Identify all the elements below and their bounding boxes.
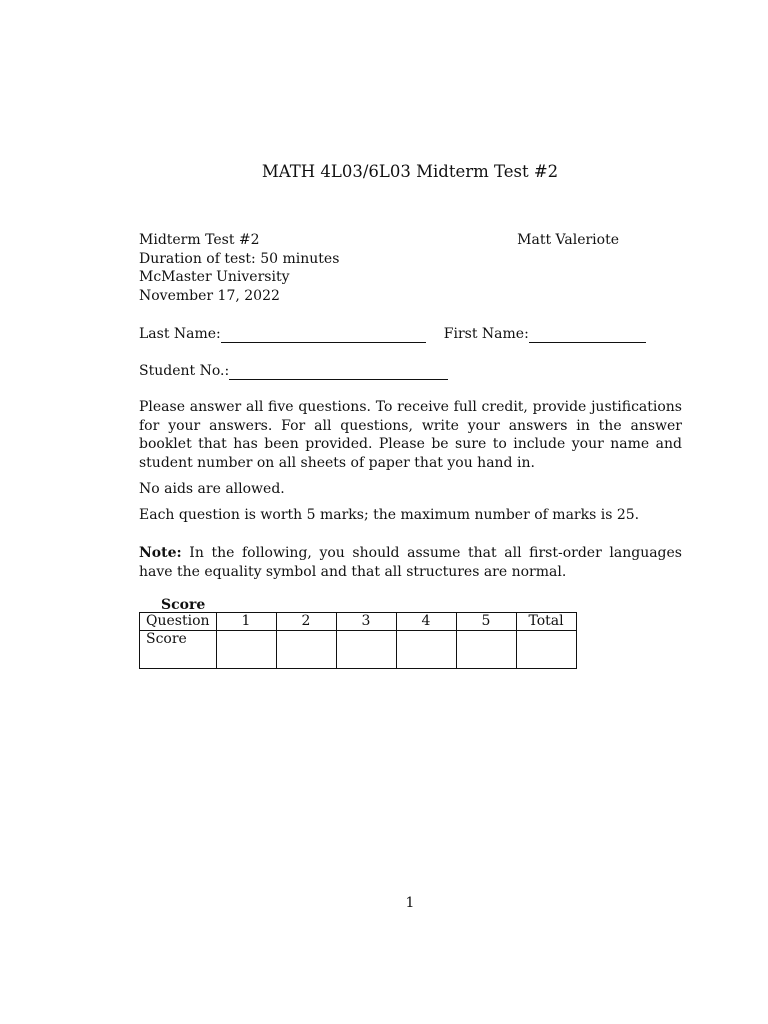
score-cell-4[interactable] [396, 631, 456, 669]
question-2-header: 2 [276, 613, 336, 631]
student-number-blank[interactable] [229, 363, 448, 380]
score-row-label: Score [140, 631, 217, 669]
question-4-header: 4 [396, 613, 456, 631]
score-cell-total[interactable] [516, 631, 576, 669]
score-cell-1[interactable] [216, 631, 276, 669]
question-row-label: Question [140, 613, 217, 631]
score-cell-5[interactable] [456, 631, 516, 669]
first-name-blank[interactable] [529, 326, 646, 343]
total-header: Total [516, 613, 576, 631]
score-cell-2[interactable] [276, 631, 336, 669]
question-1-header: 1 [216, 613, 276, 631]
question-5-header: 5 [456, 613, 516, 631]
last-name-blank[interactable] [221, 326, 426, 343]
document-title: MATH 4L03/6L03 Midterm Test #2 [261, 162, 559, 181]
note-text: In the following, you should assume that all first-order languages have the equality symbol and that all structures are normal. [139, 545, 682, 580]
question-row [140, 613, 577, 631]
first-name-label: First Name: [443, 326, 529, 342]
question-3-header: 3 [336, 613, 396, 631]
note-label: Note: [139, 545, 182, 561]
score-table-caption: Score [161, 597, 206, 613]
score-cell-3[interactable] [336, 631, 396, 669]
instructions-paragraph: Please answer all five questions. To receive full credit, provide justifications for your answers. For all questions, write your answers in the answer booklet that has been provided. Please be sure to include your name and student number on all sheets of paper that you hand in. [139, 399, 682, 472]
marks-paragraph: Each question is worth 5 marks; the maximum number of marks is 25. [139, 507, 640, 523]
instructor-name: Matt Valeriote [517, 232, 619, 248]
score-row [140, 631, 577, 669]
exam-name-line: Midterm Test #2 [139, 232, 260, 248]
last-name-label: Last Name: [139, 326, 221, 342]
date-line: November 17, 2022 [139, 288, 280, 305]
name-fields-row [139, 325, 646, 343]
page-number: 1 [405, 895, 415, 911]
university-line: McMaster University [139, 269, 290, 286]
duration-line: Duration of test: 50 minutes [139, 250, 340, 267]
note-paragraph [139, 544, 682, 581]
exam-header [139, 231, 619, 306]
score-table [139, 612, 577, 669]
student-number-label: Student No.: [139, 363, 230, 379]
student-number-row [139, 362, 448, 380]
aids-paragraph: No aids are allowed. [139, 481, 285, 497]
